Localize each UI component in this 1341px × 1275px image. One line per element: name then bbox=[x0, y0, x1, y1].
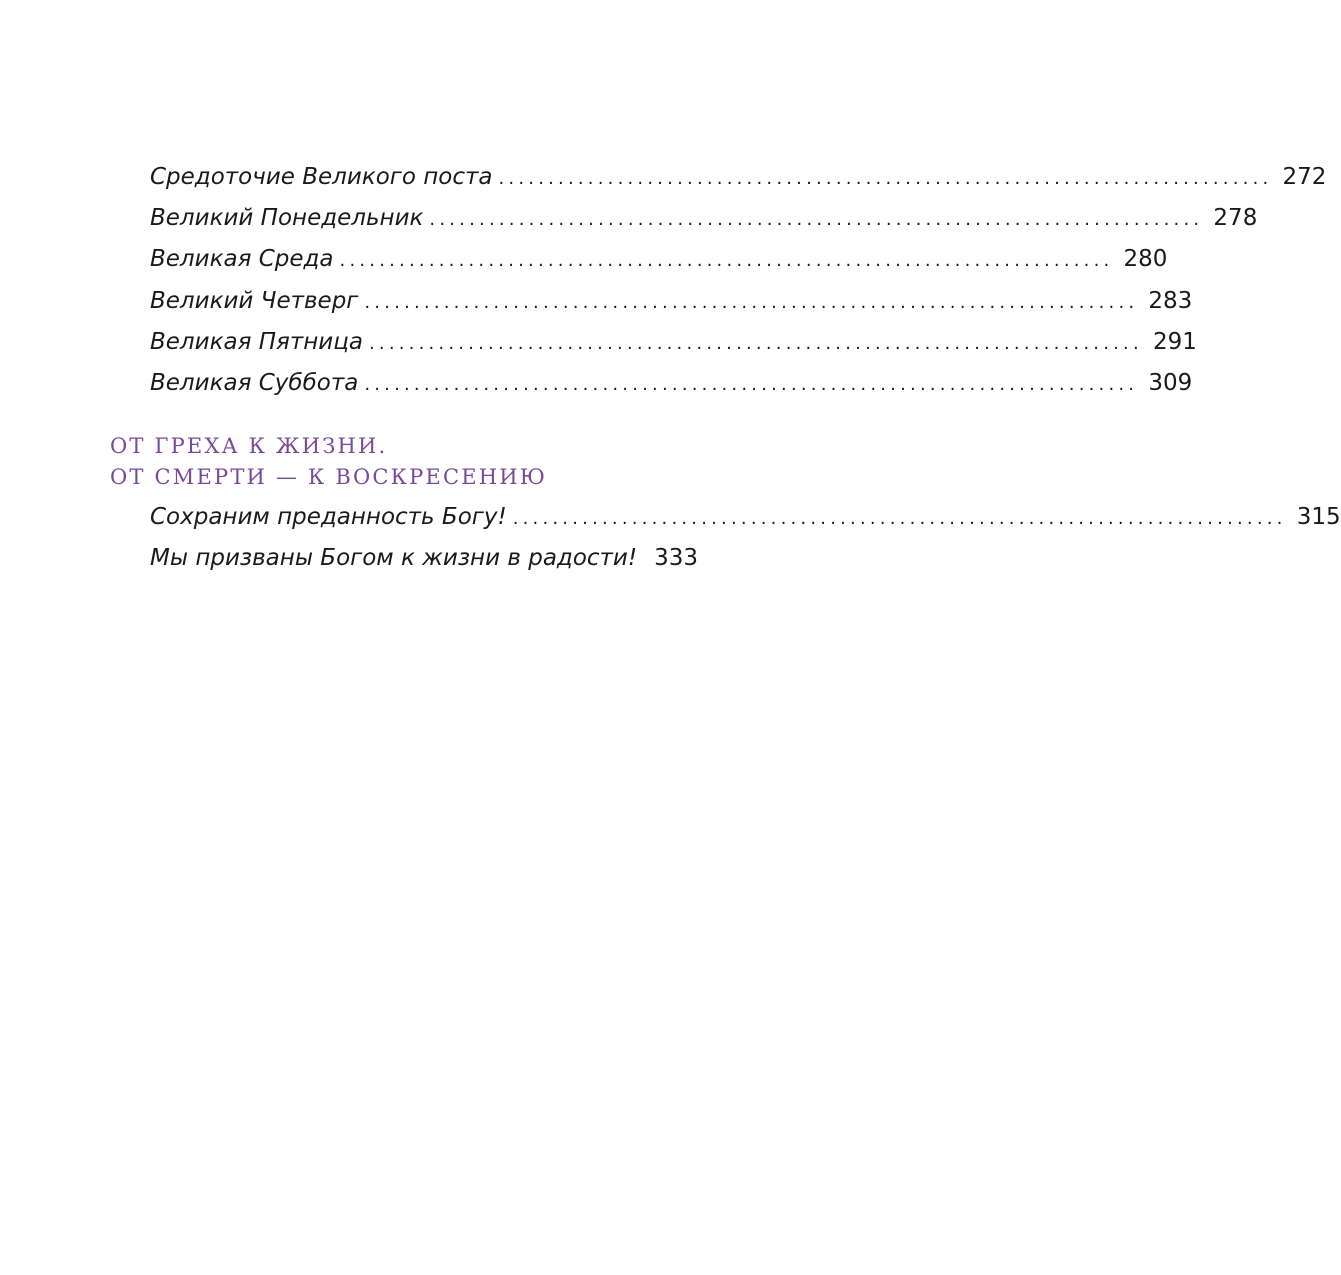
toc-entry[interactable] bbox=[150, 502, 1341, 532]
toc-entry-title: Мы призваны Богом к жизни в радости! bbox=[150, 545, 638, 571]
dot-leader: .............................................................................. bbox=[364, 374, 1139, 395]
dot-leader: .............................................................................. bbox=[498, 168, 1273, 189]
toc-entry[interactable] bbox=[150, 543, 698, 573]
toc-entry-page: 309 bbox=[1148, 370, 1193, 396]
toc-entry-title: Средоточие Великого поста bbox=[150, 164, 493, 190]
toc-entry-title: Великая Среда bbox=[150, 246, 334, 272]
toc-entry-title: Великая Суббота bbox=[150, 370, 359, 396]
toc-entry-title: Великая Пятница bbox=[150, 329, 363, 355]
dot-leader: .............................................................................. bbox=[339, 250, 1114, 271]
toc-entry[interactable] bbox=[150, 162, 1327, 192]
section-heading-line-1[interactable]: ОТ ГРЕХА К ЖИЗНИ. bbox=[110, 434, 388, 458]
toc-entry[interactable] bbox=[150, 368, 1193, 398]
dot-leader: .............................................................................. bbox=[429, 209, 1204, 230]
dot-leader: .............................................................................. bbox=[512, 508, 1287, 529]
toc-entry-title: Сохраним преданность Богу! bbox=[150, 504, 507, 530]
toc-entry-page: 315 bbox=[1296, 504, 1341, 530]
toc-entry-page: 280 bbox=[1123, 246, 1168, 272]
toc-entry-page: 291 bbox=[1152, 329, 1197, 355]
toc-entry-page: 272 bbox=[1282, 164, 1327, 190]
dot-leader: .............................................................................. bbox=[368, 333, 1143, 354]
toc-entry-page: 283 bbox=[1148, 288, 1193, 314]
toc-entry[interactable] bbox=[150, 203, 1258, 233]
toc-entry[interactable] bbox=[150, 244, 1168, 274]
toc-entry-title: Великий Понедельник bbox=[150, 205, 424, 231]
toc-entry-page: 278 bbox=[1213, 205, 1258, 231]
toc-entry[interactable] bbox=[150, 286, 1193, 316]
dot-leader: .............................................................................. bbox=[364, 292, 1139, 313]
toc-entry-title: Великий Четверг bbox=[150, 288, 359, 314]
section-heading-line-2[interactable]: ОТ СМЕРТИ — К ВОСКРЕСЕНИЮ bbox=[110, 465, 548, 489]
toc-entry-page: 333 bbox=[654, 545, 698, 571]
toc-entry[interactable] bbox=[150, 327, 1197, 357]
